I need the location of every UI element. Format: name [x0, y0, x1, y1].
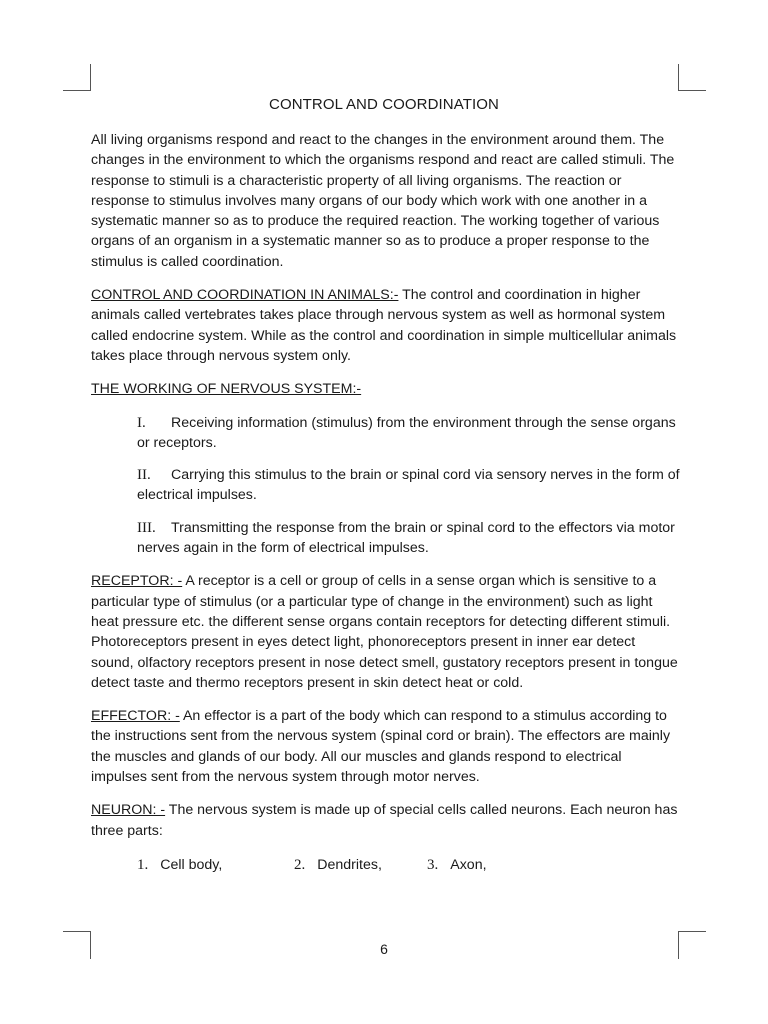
- page-body: [91, 130, 681, 877]
- crop-mark-bottom-left-h: [63, 931, 91, 932]
- crop-mark-top-right-v: [678, 64, 679, 91]
- effector-text: An effector is a part of the body which can respond to a stimulus according to the instructions sent from the nervous system (spinal cord or brain). The effectors are mainly the muscles and glands of our body. All our muscles and glands respond to electrical impulses sent from the nervous system through motor nerves.: [91, 708, 671, 786]
- list-item: 2. Dendrites,: [294, 856, 382, 873]
- receptor-text: A receptor is a cell or group of cells in a sense organ which is sensitive to a particular type of stimulus (or a particular type of change in the environment) such as light heat pressure etc. the different sense organs contain receptors for detecting different stimuli. Photoreceptors present in eyes detect light, phonoreceptors present in inner ear detect sound, olfactory receptors present in nose detect smell, gustatory receptors present in tongue detect taste and thermo receptors present in skin detect heat or cold.: [91, 573, 678, 691]
- list-item: I. Receiving information (stimulus) from the environment through the sense organs or receptors.: [137, 414, 676, 451]
- list-item: 3. Axon,: [427, 856, 487, 873]
- animals-heading: CONTROL AND COORDINATION IN ANIMALS:-: [91, 287, 399, 304]
- list-item: II. Carrying this stimulus to the brain or spinal cord via sensory nerves in the form of electrical impulses.: [137, 467, 680, 504]
- working-heading: THE WORKING OF NERVOUS SYSTEM:-: [91, 381, 362, 398]
- receptor-paragraph: [91, 571, 681, 693]
- page-title: CONTROL AND COORDINATION: [269, 96, 499, 113]
- neuron-parts-list: [91, 855, 681, 877]
- animals-text: The control and coordination in higher animals called vertebrates takes place through nervous system as well as hormonal system called endocrine system. While as the control and coordination in simple multicellular animals takes place through nervous system only.: [91, 287, 677, 364]
- intro-paragraph: All living organisms respond and react to the changes in the environment around them. The changes in the environment to which the organisms respond and react are called stimuli. The response to stimuli is a characteristic property of all living organisms. The reaction or response to stimulus involves many organs of our body which work with one another in a systematic manner so as to produce the required reaction. The working together of various organs of an organism in a systematic manner so as to produce a proper response to the stimulus is called coordination.: [91, 132, 675, 270]
- effector-paragraph: [91, 706, 681, 787]
- animals-paragraph: [91, 285, 681, 366]
- neuron-paragraph: [91, 800, 681, 841]
- neuron-text: The nervous system is made up of special cells called neurons. Each neuron has three parts:: [91, 802, 678, 839]
- neuron-heading: NEURON: -: [91, 802, 166, 819]
- page-number: 6: [380, 941, 388, 957]
- receptor-heading: RECEPTOR: -: [91, 573, 183, 590]
- list-item: 1. Cell body,: [137, 856, 223, 873]
- list-item: III. Transmitting the response from the brain or spinal cord to the effectors via motor nerves again in the form of electrical impulses.: [137, 519, 675, 557]
- crop-mark-top-left-v: [90, 64, 91, 91]
- crop-mark-bottom-right-h: [678, 931, 706, 932]
- effector-heading: EFFECTOR: -: [91, 708, 180, 725]
- crop-mark-top-right-h: [678, 90, 706, 91]
- working-steps-list: [137, 413, 681, 559]
- crop-mark-top-left-h: [63, 90, 91, 91]
